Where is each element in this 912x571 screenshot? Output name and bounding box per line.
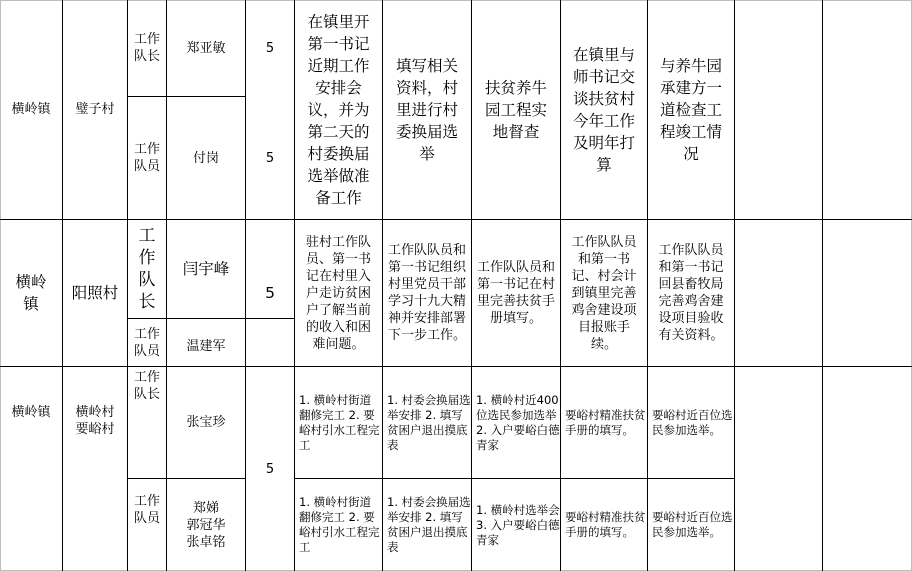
work-record: 工作队队员和第一书记组织村里党员干部学习十九大精神并安排部署下一步工作。	[388, 243, 467, 343]
days-cell	[246, 220, 294, 366]
day-3-cell	[472, 367, 560, 478]
days-cell	[246, 97, 294, 219]
role-label: 工作队长	[133, 32, 160, 64]
village-cell	[63, 0, 127, 219]
work-record: 1. 村委会换届选举安排 2. 填写贫困户退出摸底表	[387, 495, 471, 554]
town-name: 横岭镇	[11, 102, 51, 117]
role-label: 工作队长	[133, 370, 160, 402]
day-3-cell	[472, 479, 560, 571]
work-record: 驻村工作队员、第一书记在村里入户走访贫困户了解当前的收入和困难问题。	[305, 234, 371, 352]
empty-column	[735, 0, 822, 571]
work-record: 工作队队员和第一书记回县畜牧局完善鸡舍建设项目验收有关资料。	[658, 243, 724, 343]
day-5-cell	[648, 367, 734, 478]
role-cell	[128, 479, 166, 571]
person-name: 张宝珍	[186, 415, 226, 430]
day-5-cell	[648, 0, 734, 219]
day-5-cell	[648, 220, 734, 366]
day-2-cell	[383, 220, 471, 366]
person-name: 郑亚敏	[186, 40, 226, 56]
name-cell	[167, 97, 245, 219]
person-name: 郑娣	[192, 500, 219, 516]
village-cell	[63, 367, 127, 571]
day-1-cell	[295, 0, 382, 219]
work-record: 1. 横岭村街道翻修完工 2. 要峪村引水工程完工	[299, 392, 380, 452]
day-1-cell	[295, 479, 382, 571]
empty-column	[823, 0, 911, 571]
role-cell	[128, 319, 166, 366]
town-name: 横岭镇	[15, 273, 47, 313]
role-cell	[128, 0, 166, 96]
town-cell	[0, 367, 62, 571]
work-record: 1. 横岭村选举会 3. 入户要峪白德青家	[476, 502, 560, 547]
name-cell	[167, 220, 245, 318]
days-value: 5	[265, 461, 275, 477]
work-record: 1. 横岭村街道翻修完工 2. 要峪村引水工程完工	[299, 495, 380, 554]
days-cell	[246, 367, 294, 571]
days-value: 5	[265, 40, 275, 56]
day-4-cell	[561, 479, 647, 571]
work-record: 与养牛园承建方一道检查工程竣工情况	[659, 56, 722, 163]
name-cell	[167, 0, 245, 96]
village-name: 阳照村	[71, 284, 119, 302]
person-name: 郭冠华	[186, 517, 226, 533]
day-5-cell	[648, 479, 734, 571]
village-name: 横岭村要峪村	[75, 405, 115, 437]
day-2-cell	[383, 0, 471, 219]
town-cell	[0, 220, 62, 366]
person-name: 温建军	[186, 339, 226, 354]
town-name: 横岭镇	[11, 405, 51, 420]
person-name: 闫宇峰	[182, 260, 230, 278]
work-record: 要峪村近百位选民参加选举。	[652, 407, 733, 437]
name-cell	[167, 367, 245, 478]
role-label: 工作队长	[138, 226, 156, 312]
days-value: 5	[265, 150, 275, 166]
name-cell	[167, 479, 245, 571]
role-label: 工作队员	[133, 142, 160, 174]
role-label: 工作队员	[133, 494, 160, 526]
role-cell	[128, 367, 166, 478]
day-3-cell	[472, 0, 560, 219]
day-3-cell	[472, 220, 560, 366]
work-record: 在镇里开第一书记近期工作安排会议，并为第二天的村委换届选举做准备工作	[307, 12, 370, 207]
work-record: 工作队队员和第一书记、村会计到镇里完善鸡舍建设项目报账手续。	[571, 234, 637, 352]
village-name: 璧子村	[75, 102, 115, 117]
town-cell	[0, 0, 62, 219]
day-2-cell	[383, 367, 471, 478]
role-cell	[128, 97, 166, 219]
person-name: 付岗	[192, 150, 219, 166]
work-record: 1. 村委会换届选举安排 2. 填写贫困户退出摸底表	[387, 392, 471, 452]
day-4-cell	[561, 367, 647, 478]
work-record: 填写相关资料，村里进行村委换届选举	[395, 56, 458, 163]
days-cell	[246, 0, 294, 96]
day-4-cell	[561, 0, 647, 219]
day-2-cell	[383, 479, 471, 571]
day-1-cell	[295, 367, 382, 478]
day-4-cell	[561, 220, 647, 366]
work-record: 扶贫养牛园工程实地督查	[484, 78, 547, 141]
work-record: 1. 横岭村近400位选民参加选举 2. 入户要峪白德青家	[476, 392, 560, 452]
role-label: 工作队员	[133, 326, 160, 359]
village-cell	[63, 220, 127, 366]
name-cell	[167, 319, 245, 366]
day-1-cell	[295, 220, 382, 366]
days-value: 5	[265, 284, 275, 302]
role-cell	[128, 220, 166, 318]
work-record: 要峪村近百位选民参加选举。	[652, 510, 733, 539]
work-record: 在镇里与师书记交谈扶贫村今年工作及明年打算	[572, 45, 635, 174]
work-record: 要峪村精准扶贫手册的填写。	[565, 407, 646, 437]
work-record: 工作队队员和第一书记在村里完善扶贫手册填写。	[477, 260, 556, 326]
work-record: 要峪村精准扶贫手册的填写。	[565, 510, 646, 539]
person-name: 张卓铭	[186, 534, 226, 550]
